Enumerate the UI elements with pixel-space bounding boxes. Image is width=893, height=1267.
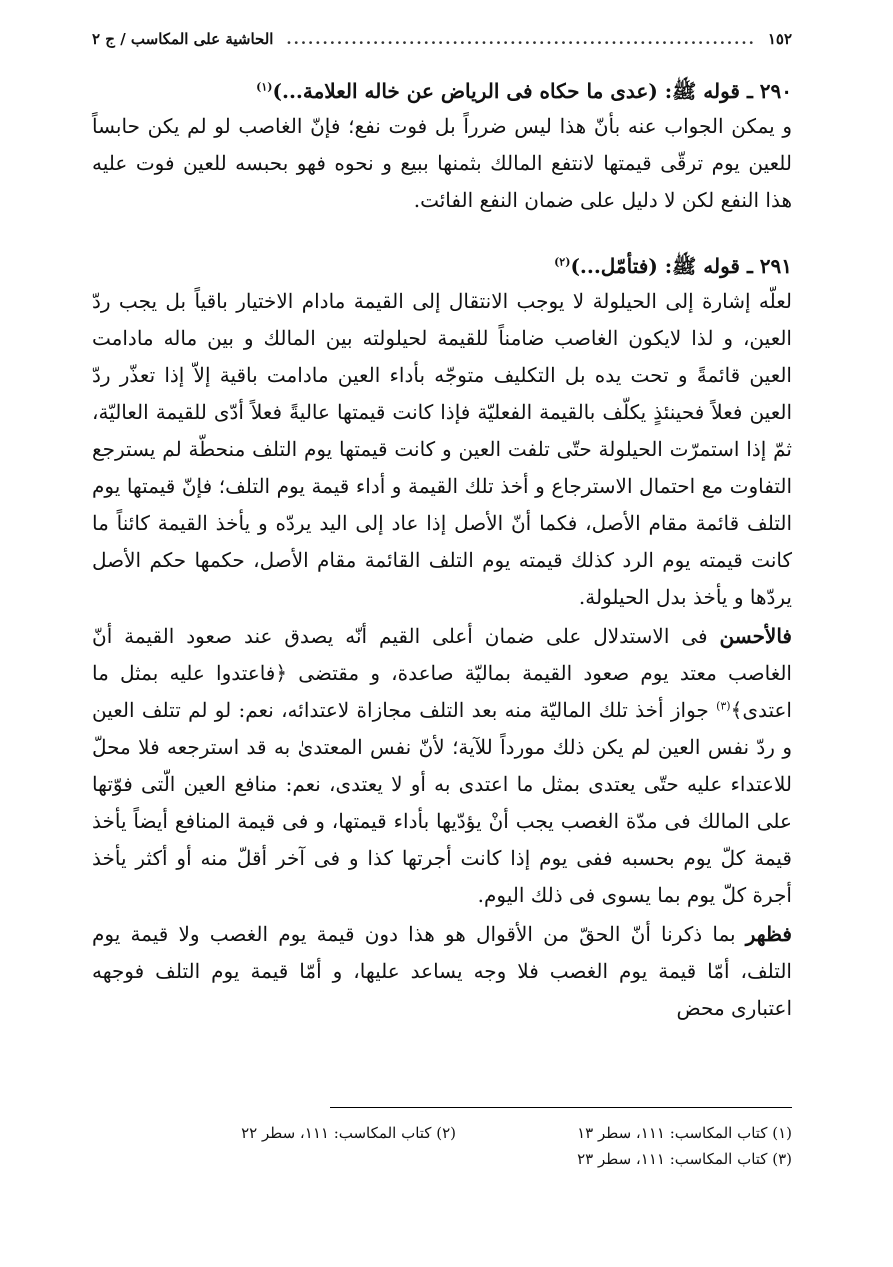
footnote-1: (١) كتاب المكاسب: ١١١، سطر ١٣	[577, 1124, 792, 1142]
section-heading-291: ٢٩١ ـ قوله ﷺ: (فتأمّل...)$^{(٢)}$	[554, 254, 792, 278]
footnote-2: (٢) كتاب المكاسب: ١١١، سطر ٢٢	[241, 1124, 456, 1142]
page-number: ١٥٢	[767, 30, 792, 48]
lead-word: فالأحسن	[719, 624, 792, 648]
footnote-divider	[330, 1107, 792, 1108]
page-header	[92, 30, 792, 48]
paragraph: لعلّه إشارة إلى الحيلولة لا يوجب الانتقال إلى القيمة مادام الاختيار باقياً بل يجب ردّ العين، و لذا لايكون الغاصب ضامناً للقيمة لحيلولته بين المالك و بين ماله مادامت العين قائمةً و تحت يده بل التكليف متوجّه بأداء العين مادامت باقية إلاّ إذا تعذّر ردّ العين فعلاً فحينئذٍ يكلّف بالقيمة الفعليّة فإذا كانت قيمتها عاليةً فعلاً أدّى للقيمة العاليّة، ثمّ إذا استمرّت الحيلولة حتّى تلفت العين و كانت قيمتها يوم التلف منحطّة لم يسترجع التفاوت مع احتمال الاسترجاع و أخذ تلك القيمة و أداء قيمة يوم التلف؛ فإنّ قيمتها يوم التلف قائمة مقام الأصل، فكما أنّ الأصل إذا عاد إلى اليد يردّه و يأخذ القيمة كائناً ما كانت قيمته يوم الرد كذلك قيمته يوم التلف القائمة مقام الأصل، حكمها حكم الأصل يردّها و يأخذ بدل الحيلولة.	[92, 289, 792, 609]
section-heading-290: ٢٩٠ ـ قوله ﷺ: (عدى ما حكاه فى الرياض عن خاله العلامة...)$^{(١)}$	[256, 79, 792, 103]
footnote-3: (٣) كتاب المكاسب: ١١١، سطر ٢٣	[577, 1150, 792, 1168]
paragraph: فالأحسن فى الاستدلال على ضمان أعلى القيم أنّه يصدق عند صعود القيمة أنّ الغاصب معتد يوم صعود القيمة بماليّة صاعدة، و مقتضى ﴿فاعتدوا عليه بمثل ما اعتدى﴾$^{(٣)}$ جواز أخذ تلك الماليّة منه بعد التلف مجازاة لاعتدائه، نعم: لو لم تتلف العين و ردّ نفس العين لم يكن ذلك مورداً للآية؛ لأنّ نفس المعتدىٰ به قد استرجعه فلا محلّ للاعتداء عليه حتّى يعتدى بمثل ما اعتدى به أو لا يعتدى، نعم: منافع العين الّتى فوّتها على المالك فى مدّة الغصب يجب أنْ يؤدّيها بأداء قيمتها، و فى قيمة المنافع أيضاً يأخذ قيمة كلّ يوم بحسبه ففى يوم إذا كانت أجرتها كذا و فى آخر أقلّ منه أو أكثر يأخذ أجرة كلّ يوم بما يسوى فى ذلك اليوم.	[92, 624, 792, 907]
quran-quote: ﴿فاعتدوا عليه بمثل ما اعتدى﴾	[92, 661, 792, 722]
paragraph: و يمكن الجواب عنه بأنّ هذا ليس ضرراً بل فوت نفع؛ فإنّ الغاصب لو لم يكن حابساً للعين يوم ترقّى قيمتها لانتفع المالك بثمنها ببيع و نحوه فهو بحبسه للعين فوت عليه هذا النفع لكن لا دليل على ضمان النفع الفائت.	[92, 114, 792, 212]
footnote-mark-1: (١)	[256, 80, 273, 94]
footnotes	[160, 1120, 792, 1172]
page-body	[92, 30, 792, 1027]
running-title: الحاشية على المكاسب / ج ٢	[92, 30, 274, 48]
lead-word: فظهر	[745, 922, 792, 946]
paragraph: فظهر بما ذكرنا أنّ الحقّ من الأقوال هو هذا دون قيمة يوم الغصب ولا قيمة يوم التلف، أمّا قيمة يوم الغصب فلا وجه يساعد عليها، و أمّا قيمة يوم التلف فوجهه اعتبارى محض	[92, 922, 792, 1020]
footnote-mark-3: (٣)	[716, 699, 731, 713]
footnote-mark-2: (٢)	[554, 255, 571, 269]
leader-dots	[285, 30, 755, 48]
